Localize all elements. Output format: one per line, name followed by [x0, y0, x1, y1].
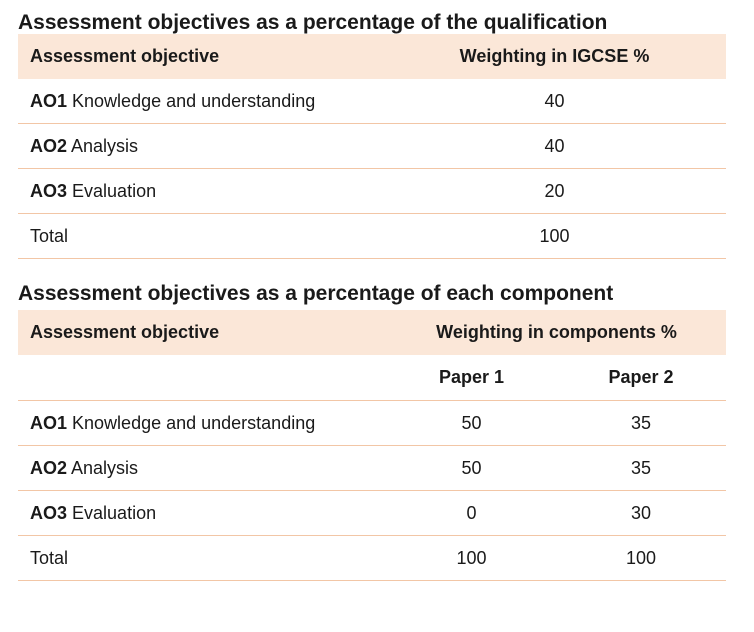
- table-header-row: [18, 310, 726, 355]
- ao-label: Evaluation: [72, 180, 157, 201]
- ao-label: Knowledge and understanding: [72, 412, 316, 433]
- table-row: [18, 446, 726, 491]
- component-section-title: Assessment objectives as a percentage of each component: [18, 282, 614, 305]
- ao-code: AO1: [30, 412, 68, 433]
- paper-1-total: 100: [387, 536, 556, 581]
- weighting-value: 40: [383, 124, 726, 169]
- ao-code: AO1: [30, 90, 68, 111]
- paper-2-value: 30: [556, 491, 726, 536]
- paper-1-value: 0: [387, 491, 556, 536]
- ao-label: Analysis: [71, 135, 139, 156]
- empty-header-cell: [18, 355, 387, 401]
- table-row: [18, 169, 726, 214]
- objective-cell: [18, 446, 387, 491]
- ao-code: AO3: [30, 180, 68, 201]
- paper-header-row: [18, 355, 726, 401]
- ao-label: Analysis: [71, 457, 139, 478]
- paper-1-value: 50: [387, 446, 556, 491]
- objective-cell: [18, 124, 383, 169]
- objective-cell: [18, 401, 387, 446]
- qualification-section-title: Assessment objectives as a percentage of the qualification: [18, 11, 608, 34]
- table-row: [18, 124, 726, 169]
- paper-2-total: 100: [556, 536, 726, 581]
- total-row: [18, 536, 726, 581]
- total-value: 100: [383, 214, 726, 259]
- total-row: [18, 214, 726, 259]
- section-spacer: [18, 259, 726, 274]
- ao-label: Evaluation: [72, 502, 157, 523]
- objective-cell: [18, 79, 383, 124]
- paper-2-value: 35: [556, 446, 726, 491]
- paper-1-value: 50: [387, 401, 556, 446]
- ao-code: AO2: [30, 457, 68, 478]
- weighting-value: 40: [383, 79, 726, 124]
- objective-cell: [18, 491, 387, 536]
- weighting-value: 20: [383, 169, 726, 214]
- table-row: [18, 79, 726, 124]
- document: [18, 0, 726, 581]
- table-row: [18, 401, 726, 446]
- paper-2-header: Paper 2: [556, 355, 726, 401]
- ao-label: Knowledge and understanding: [72, 90, 316, 111]
- components-weighting-header: Weighting in components %: [387, 310, 726, 355]
- weighting-column-header: Weighting in IGCSE %: [383, 34, 726, 79]
- table-row: [18, 491, 726, 536]
- objective-column-header: Assessment objective: [18, 310, 387, 355]
- paper-1-header: Paper 1: [387, 355, 556, 401]
- paper-2-value: 35: [556, 401, 726, 446]
- total-label: Total: [18, 536, 387, 581]
- table-header-row: [18, 34, 726, 79]
- ao-code: AO3: [30, 502, 68, 523]
- qualification-weighting-table: [18, 34, 726, 259]
- objective-cell: [18, 169, 383, 214]
- total-label: Total: [18, 214, 383, 259]
- objective-column-header: Assessment objective: [18, 34, 383, 79]
- ao-code: AO2: [30, 135, 68, 156]
- component-weighting-table: [18, 310, 726, 581]
